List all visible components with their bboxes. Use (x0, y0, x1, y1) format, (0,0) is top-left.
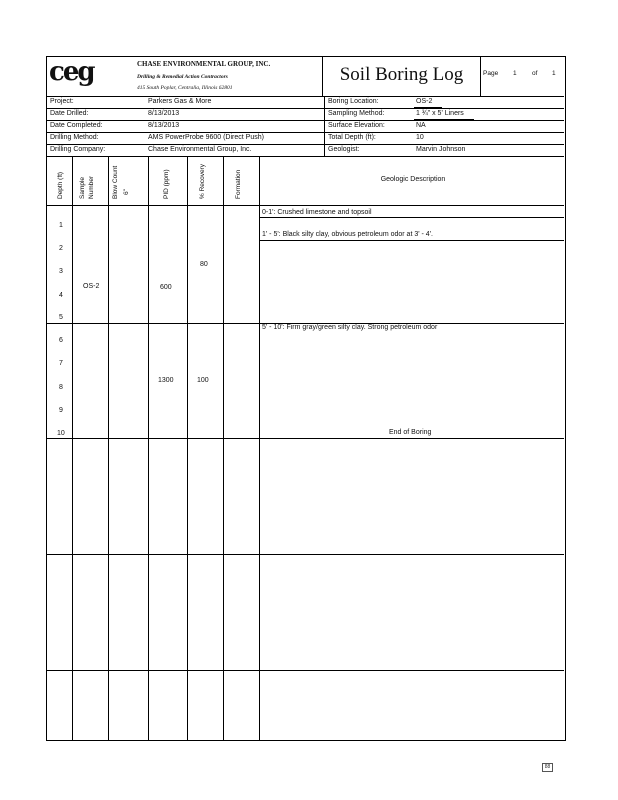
description-line (259, 217, 564, 218)
description-0-1ft: 0-1': Crushed limestone and topsoil (262, 209, 372, 216)
sample-number: OS-2 (83, 283, 100, 290)
depth-10: 10 (57, 430, 65, 437)
total-depth-value: 10 (416, 134, 424, 141)
drilling-company-value: Chase Environmental Group, Inc. (148, 146, 252, 153)
depth-header: Depth (ft) (57, 171, 64, 199)
drilling-method-label: Drilling Method: (50, 134, 99, 141)
date-completed-label: Date Completed: (50, 122, 103, 129)
blow-count-unit: 6" (123, 189, 130, 195)
description-1-5ft: 1' - 5': Black silty clay, obvious petroleum odor at 3' - 4'. (262, 231, 433, 238)
company-address: 415 South Poplar, Centralia, Illinois 62801 (137, 85, 233, 91)
date-drilled-label: Date Drilled: (50, 110, 89, 117)
description-5-10ft: 5' - 10': Firm gray/green silty clay. Strong petroleum odor (262, 324, 438, 331)
section-line (47, 670, 564, 671)
pid-header: PID (ppm) (163, 169, 170, 199)
formation-header: Formation (235, 169, 242, 199)
sample-header-2: Number (88, 175, 95, 199)
page-of-label: of (532, 70, 538, 77)
recovery-header: % Recovery (199, 163, 206, 199)
drilling-company-label: Drilling Company: (50, 146, 106, 153)
column-line (187, 156, 188, 740)
boring-location-label: Boring Location: (328, 98, 379, 105)
depth-1: 1 (59, 222, 63, 229)
sampling-method-label: Sampling Method: (328, 110, 385, 117)
recovery-value: 80 (200, 261, 208, 268)
drilling-method-value: AMS PowerProbe 9600 (Direct Push) (148, 134, 264, 141)
company-name: CHASE ENVIRONMENTAL GROUP, INC. (137, 60, 271, 68)
depth-2: 2 (59, 245, 63, 252)
pid-value: 1300 (158, 377, 174, 384)
surface-elevation-value: NA (416, 122, 426, 129)
geologic-description-header: Geologic Description (380, 176, 446, 183)
section-line (47, 438, 564, 439)
page-number: 1 (513, 70, 517, 77)
end-of-boring: End of Boring (389, 429, 432, 436)
info-divider (324, 96, 325, 156)
depth-8: 8 (59, 384, 63, 391)
footer-mark: 88 (542, 763, 553, 772)
description-line (259, 240, 564, 241)
company-subtitle: Drilling & Remedial Action Contractors (137, 74, 228, 80)
company-logo: ceg (49, 57, 94, 87)
column-line (108, 156, 109, 740)
depth-3: 3 (59, 268, 63, 275)
boring-location-value: OS-2 (416, 98, 433, 105)
pid-value: 600 (160, 284, 172, 291)
depth-5: 5 (59, 314, 63, 321)
blow-count-header: Blow Count (112, 165, 119, 199)
page-total: 1 (552, 70, 556, 77)
title-box (322, 57, 481, 96)
column-headers (47, 156, 564, 206)
depth-9: 9 (59, 407, 63, 414)
form-header (47, 57, 564, 97)
depth-4: 4 (59, 292, 63, 299)
section-line (47, 554, 564, 555)
sample-header-1: Sample (79, 176, 86, 199)
sampling-method-value: 1 ¾" x 5' Liners (416, 110, 464, 117)
project-label: Project: (50, 98, 74, 105)
depth-7: 7 (59, 360, 63, 367)
depth-6: 6 (59, 337, 63, 344)
surface-elevation-label: Surface Elevation: (328, 122, 385, 129)
recovery-value: 100 (197, 377, 209, 384)
date-completed-value: 8/13/2013 (148, 122, 180, 129)
boring-log-form (46, 56, 566, 741)
form-title: Soil Boring Log (339, 64, 464, 85)
column-line (223, 156, 224, 740)
total-depth-label: Total Depth (ft): (328, 134, 376, 141)
column-line (148, 156, 149, 740)
geologist-value: Marvin Johnson (416, 146, 466, 153)
column-line (259, 156, 260, 740)
column-line (72, 156, 73, 740)
date-drilled-value: 8/13/2013 (148, 110, 180, 117)
geologist-label: Geologist: (328, 146, 360, 153)
project-value: Parkers Gas & More (148, 98, 212, 105)
page-label: Page (483, 70, 499, 77)
